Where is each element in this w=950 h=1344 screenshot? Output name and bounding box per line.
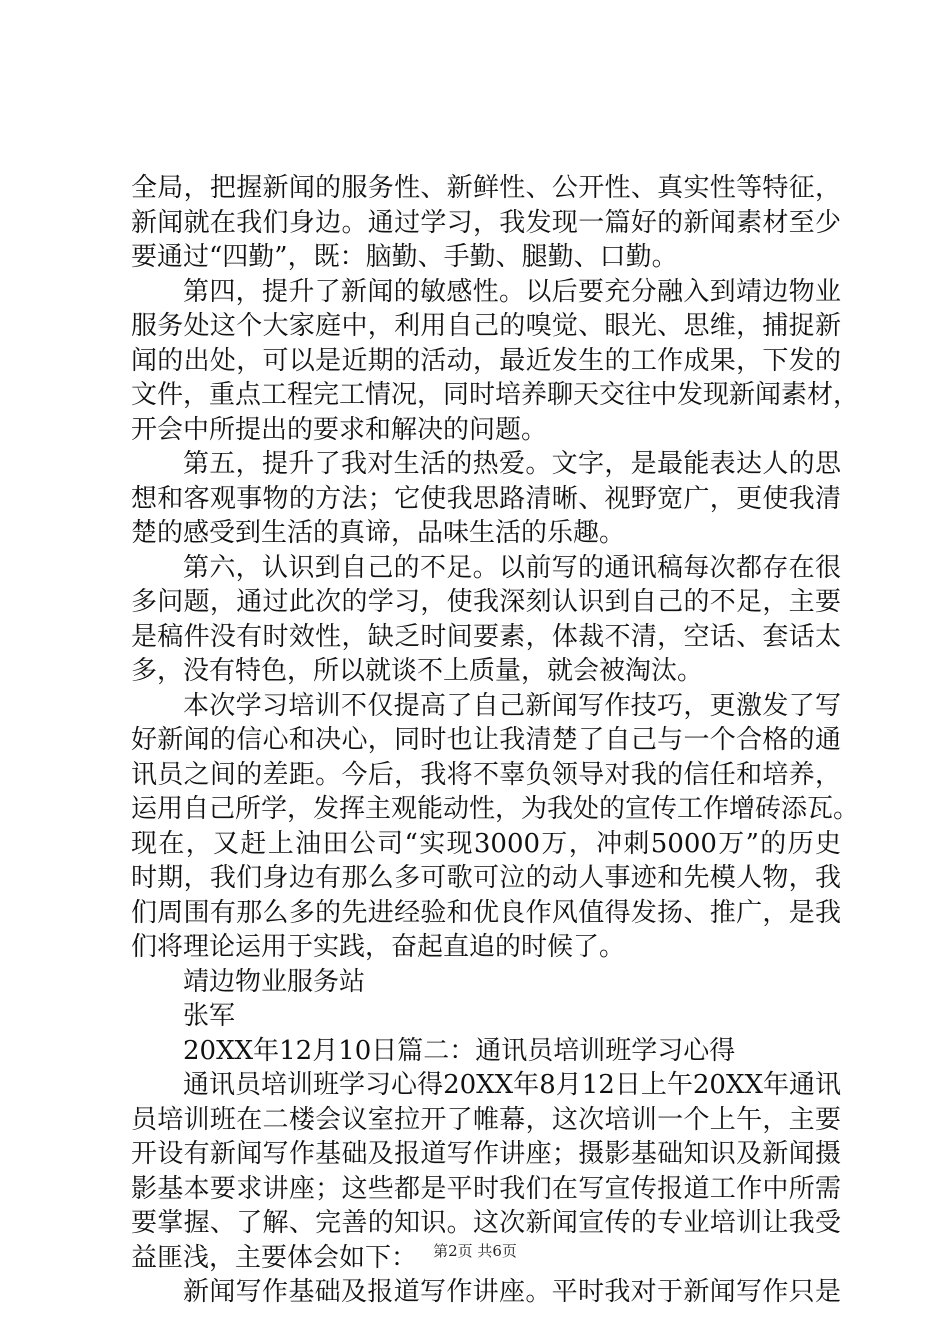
text-line: 员培训班在二楼会议室拉开了帷幕，这次培训一个上午，主要: [131, 1104, 841, 1135]
text-line: 文件，重点工程完工情况，同时培养聊天交往中发现新闻素材，: [131, 380, 860, 410]
text-line: 新闻就在我们身边。通过学习，我发现一篇好的新闻素材至少: [131, 207, 841, 238]
text-line: 闻的出处，可以是近期的活动，最近发生的工作成果，下发的: [131, 345, 841, 376]
text-line: 益匪浅，主要体会如下：: [131, 1242, 418, 1273]
text-line: 开会中所提出的要求和解决的问题。: [131, 414, 548, 445]
text-line: 新闻写作基础及报道写作讲座。平时我对于新闻写作只是: [183, 1277, 841, 1307]
text-line: 服务处这个大家庭中，利用自己的嗅觉、眼光、思维，捕捉新: [131, 311, 841, 341]
document-body: [131, 171, 860, 1310]
text-line: 第六，认识到自己的不足。以前写的通讯稿每次都存在很: [183, 552, 841, 583]
text-line: 全局，把握新闻的服务性、新鲜性、公开性、真实性等特征，: [131, 173, 841, 203]
text-line: 开设有新闻写作基础及报道写作讲座；摄影基础知识及新闻摄: [131, 1139, 841, 1169]
text-line: 多，没有特色，所以就谈不上质量，就会被淘汰。: [131, 656, 704, 686]
text-line: 张军: [183, 1001, 236, 1031]
text-line: 讯员之间的差距。今后，我将不辜负领导对我的信任和培养，: [131, 759, 841, 790]
text-line: 们周围有那么多的先进经验和优良作风值得发扬、推广，是我: [131, 897, 841, 928]
page-footer: [0, 1241, 950, 1261]
text-line: 影基本要求讲座；这些都是平时我们在写宣传报道工作中所需: [131, 1173, 841, 1204]
text-line: 靖边物业服务站: [183, 966, 366, 997]
text-line: 第五，提升了我对生活的热爱。文字，是最能表达人的思: [183, 449, 841, 479]
text-line: 们将理论运用于实践，奋起直追的时候了。: [131, 932, 626, 962]
text-line: 第四，提升了新闻的敏感性。以后要充分融入到靖边物业: [183, 276, 841, 307]
text-line: 好新闻的信心和决心，同时也让我清楚了自己与一个合格的通: [131, 725, 841, 755]
text-line: 要掌握、了解、完善的知识。这次新闻宣传的专业培训让我受: [131, 1208, 841, 1238]
text-line: 要通过“四勤”，既：脑勤、手勤、腿勤、口勤。: [131, 242, 678, 272]
text-line: 20XX年12月10日篇二：通讯员培训班学习心得: [183, 1035, 736, 1066]
text-line: 现在，又赶上油田公司“实现3000万，冲刺5000万”的历史: [131, 828, 841, 859]
text-line: 想和客观事物的方法；它使我思路清晰、视野宽广，更使我清: [131, 483, 841, 514]
page-number-label: 第2页 共6页: [433, 1242, 517, 1260]
text-line: 通讯员培训班学习心得20XX年8月12日上午20XX年通讯: [183, 1070, 841, 1100]
text-line: 本次学习培训不仅提高了自己新闻写作技巧，更激发了写: [183, 690, 841, 721]
text-line: 运用自己所学，发挥主观能动性，为我处的宣传工作增砖添瓦。: [131, 794, 860, 824]
text-line: 多问题，通过此次的学习，使我深刻认识到自己的不足，主要: [131, 587, 841, 617]
text-line: 楚的感受到生活的真谛，品味生活的乐趣。: [131, 518, 626, 548]
text-line: 时期，我们身边有那么多可歌可泣的动人事迹和先模人物，我: [131, 863, 841, 893]
text-line: 是稿件没有时效性，缺乏时间要素，体裁不清，空话、套话太: [131, 621, 841, 652]
